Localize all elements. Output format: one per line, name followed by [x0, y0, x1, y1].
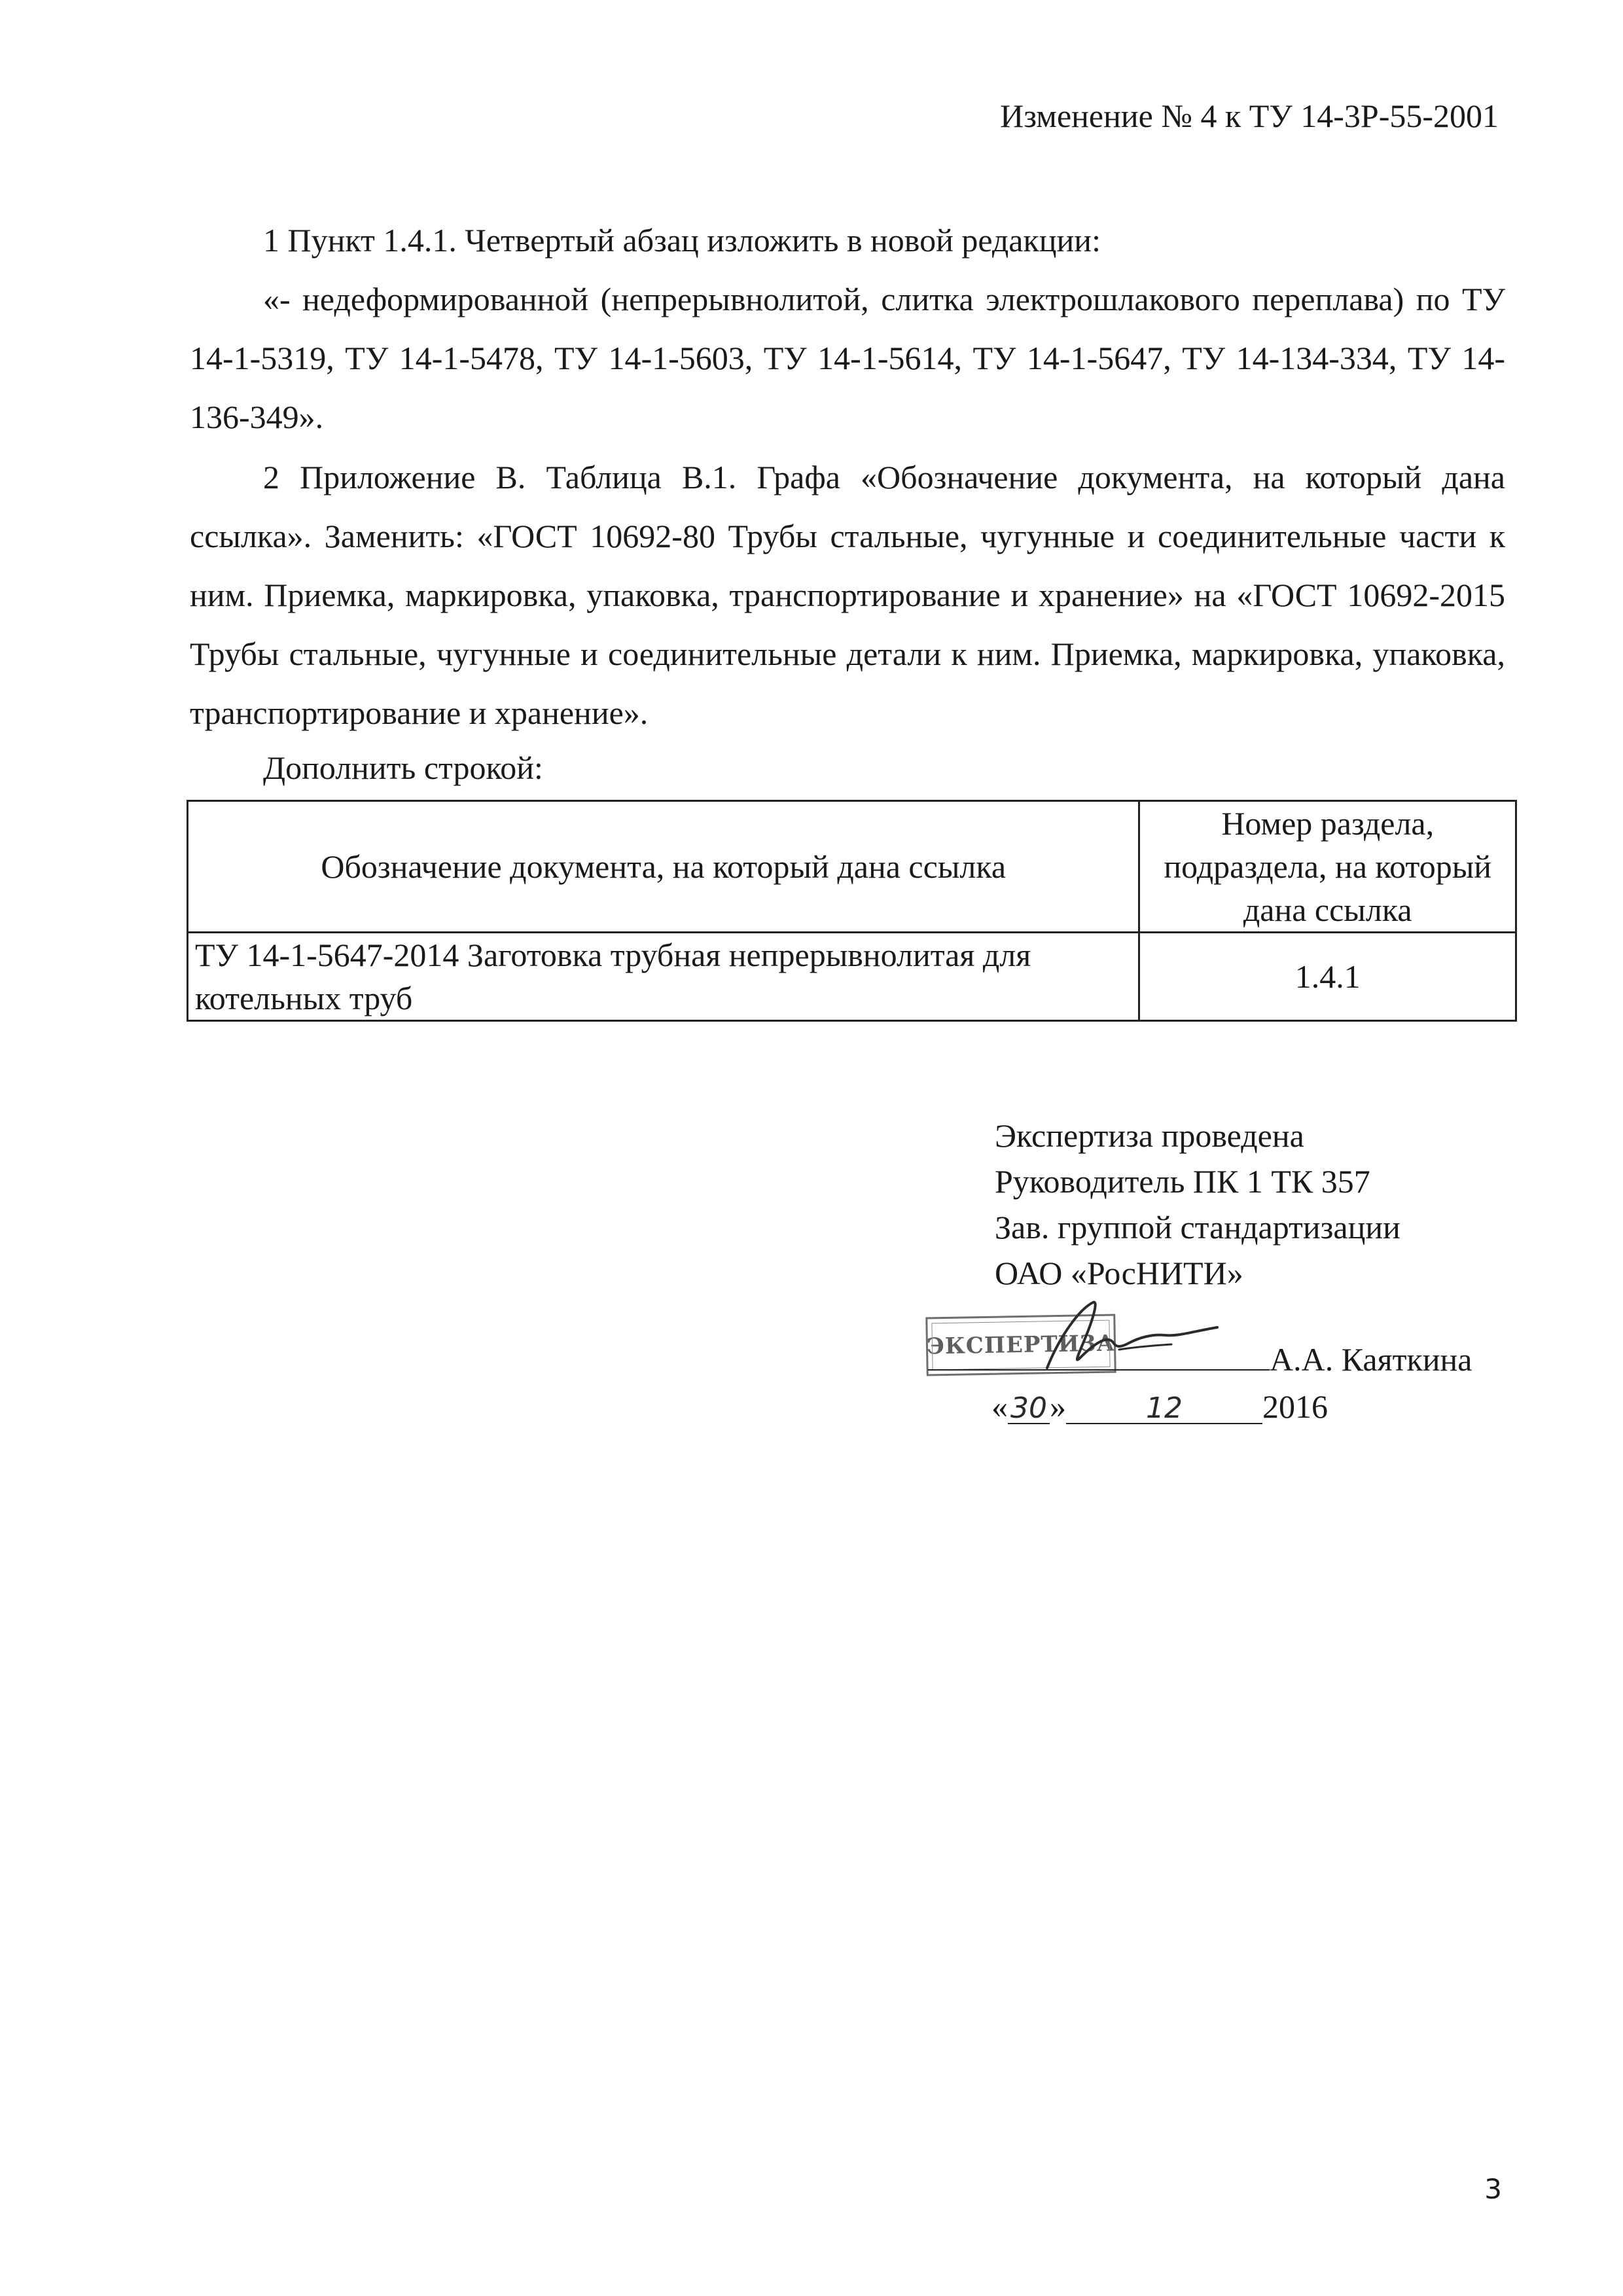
signature-date — [991, 1390, 1328, 1424]
date-close-quote: » — [1050, 1388, 1066, 1425]
table-row — [188, 933, 1516, 1021]
expertise-line-2: Руководитель ПК 1 ТК 357 — [995, 1163, 1370, 1200]
expertise-block — [995, 1113, 1400, 1296]
section-1-text: «- недеформированной (непрерывнолитой, слитка электрошлакового переплава) по ТУ 14-1-5319, ТУ 14-1-5478, ТУ 14-1-5603, ТУ 14-1-5614, ТУ 14-1-5647, ТУ 14-134-334, ТУ 14-136-349». — [190, 281, 1505, 435]
date-open-quote: « — [991, 1388, 1008, 1425]
table-header-row — [188, 801, 1516, 933]
reference-table — [187, 800, 1517, 1022]
document-reference: Изменение № 4 к ТУ 14-3Р-55-2001 — [1000, 98, 1499, 134]
expertise-line-1: Экспертиза проведена — [995, 1117, 1304, 1154]
signature-underline — [928, 1343, 1270, 1371]
table-header-section: Номер раздела, подраздела, на который дана ссылка — [1139, 801, 1516, 933]
section-2-text: 2 Приложение В. Таблица В.1. Графа «Обозначение документа, на который дана ссылка». Заменить: «ГОСТ 10692-80 Трубы стальные, чугунные и соединительные части к ним. Приемка, маркировка, упаковка, транспортирование и хранение» на «ГОСТ 10692-2015 Трубы стальные, чугунные и соединительные детали к ним. Приемка, маркировка, упаковка, транспортирование и хранение». — [190, 459, 1505, 731]
page-number: 3 — [1484, 2173, 1502, 2205]
date-month: 12 — [1066, 1394, 1262, 1424]
section-1 — [190, 211, 1505, 446]
expertise-line-3: Зав. группой стандартизации — [995, 1209, 1400, 1246]
signer-name: А.А. Каяткина — [1270, 1341, 1472, 1378]
table-cell-section: 1.4.1 — [1139, 933, 1516, 1021]
table-cell-doc: ТУ 14-1-5647-2014 Заготовка трубная непрерывнолитая для котельных труб — [188, 933, 1139, 1021]
section-2 — [190, 448, 1505, 742]
date-day: 30 — [1008, 1394, 1050, 1424]
add-row-instruction: Дополнить строкой: — [263, 749, 543, 786]
table-header-doc: Обозначение документа, на который дана ссылка — [188, 801, 1139, 933]
date-year: 2016 — [1262, 1388, 1328, 1425]
section-1-heading: 1 Пункт 1.4.1. Четвертый абзац изложить в новой редакции: — [263, 222, 1101, 259]
signature-line — [928, 1343, 1472, 1376]
stamp-text: ЭКСПЕРТИЗА — [926, 1330, 1116, 1360]
expertise-line-4: ОАО «РосНИТИ» — [995, 1255, 1243, 1291]
